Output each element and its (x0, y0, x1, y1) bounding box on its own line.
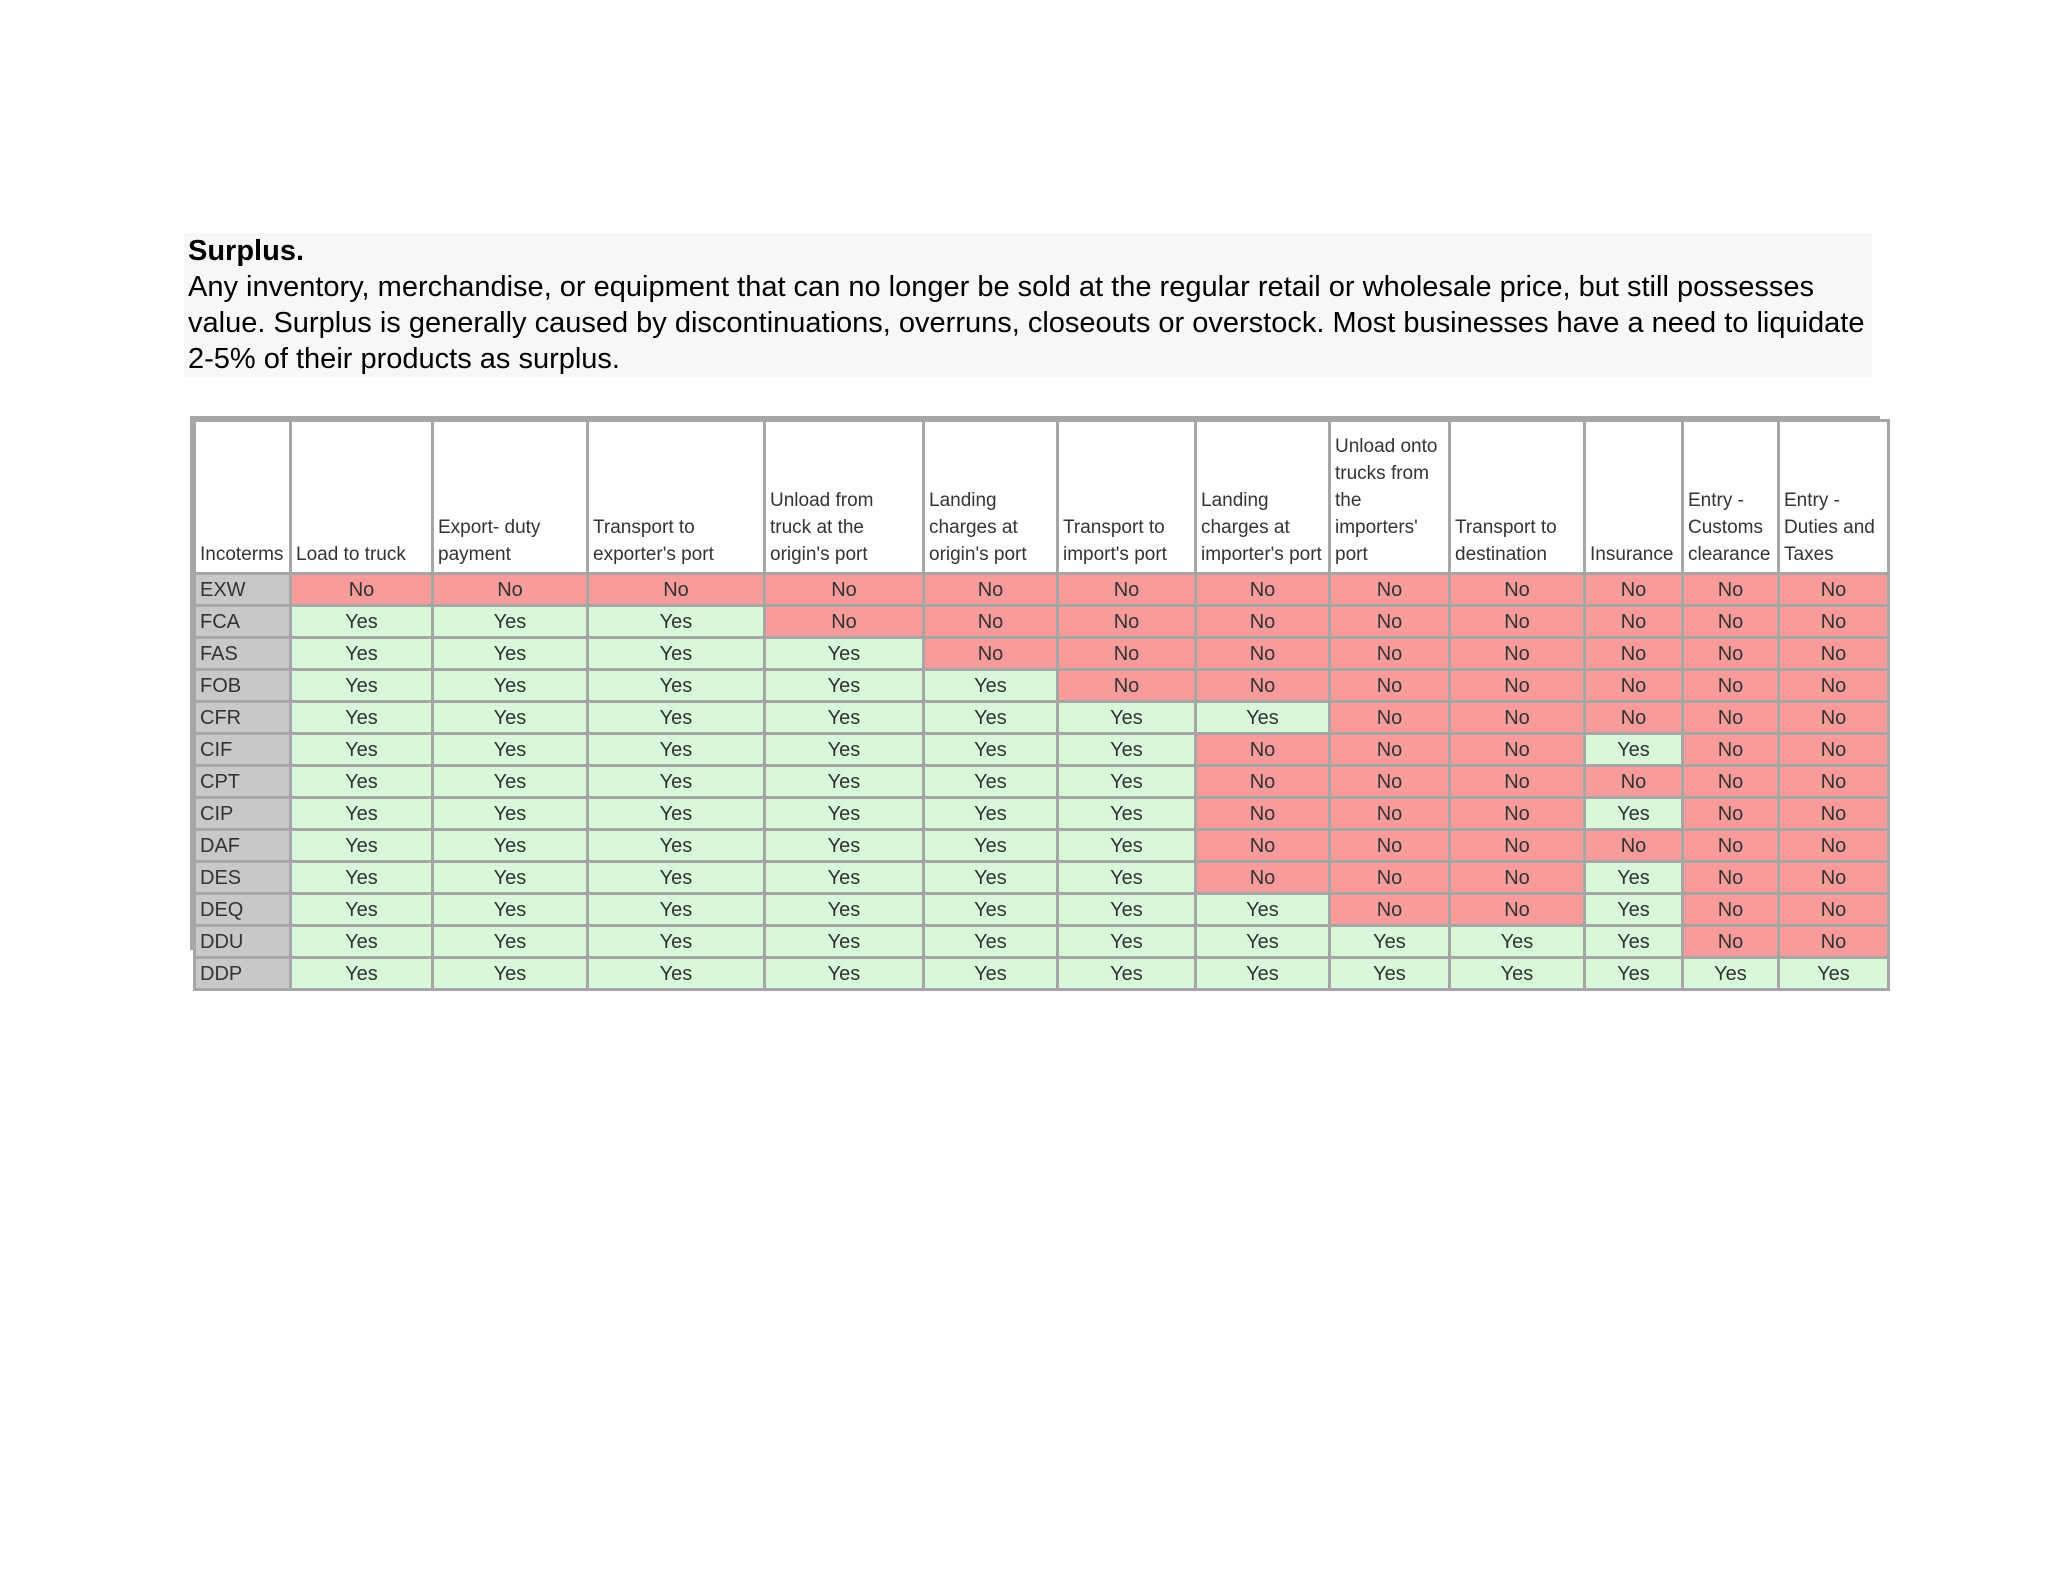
responsibility-cell: No (588, 574, 765, 606)
responsibility-cell: Yes (433, 958, 588, 990)
column-header: Export- duty payment (433, 421, 588, 574)
responsibility-cell: No (1779, 702, 1889, 734)
column-header: Transport to import's port (1058, 421, 1196, 574)
responsibility-cell: Yes (1330, 926, 1450, 958)
responsibility-cell: No (1585, 830, 1683, 862)
responsibility-cell: Yes (924, 894, 1058, 926)
responsibility-cell: Yes (291, 862, 433, 894)
responsibility-cell: Yes (1450, 926, 1585, 958)
responsibility-cell: Yes (433, 862, 588, 894)
responsibility-cell: No (1585, 638, 1683, 670)
table-row (195, 670, 1889, 702)
responsibility-cell: Yes (291, 798, 433, 830)
responsibility-cell: No (1683, 830, 1779, 862)
responsibility-cell: No (924, 606, 1058, 638)
responsibility-cell: Yes (1196, 702, 1330, 734)
incoterms-table (193, 419, 1890, 991)
table-row (195, 798, 1889, 830)
responsibility-cell: Yes (1585, 862, 1683, 894)
table-row (195, 606, 1889, 638)
responsibility-cell: Yes (765, 670, 924, 702)
column-header: Entry - Customs clearance (1683, 421, 1779, 574)
incoterm-code-cell: DDU (195, 926, 291, 958)
responsibility-cell: Yes (765, 734, 924, 766)
column-header: Landing charges at origin's port (924, 421, 1058, 574)
table-row (195, 702, 1889, 734)
responsibility-cell: No (1450, 670, 1585, 702)
responsibility-cell: No (1585, 702, 1683, 734)
responsibility-cell: No (1450, 574, 1585, 606)
responsibility-cell: No (1779, 734, 1889, 766)
column-header: Entry - Duties and Taxes (1779, 421, 1889, 574)
responsibility-cell: Yes (924, 798, 1058, 830)
incoterm-code-cell: CIP (195, 798, 291, 830)
responsibility-cell: Yes (765, 958, 924, 990)
responsibility-cell: No (1450, 766, 1585, 798)
responsibility-cell: No (1450, 894, 1585, 926)
responsibility-cell: Yes (433, 638, 588, 670)
table-header-row (195, 421, 1889, 574)
responsibility-cell: No (1058, 670, 1196, 702)
responsibility-cell: No (1779, 638, 1889, 670)
responsibility-cell: No (1196, 862, 1330, 894)
responsibility-cell: Yes (588, 702, 765, 734)
responsibility-cell: No (1330, 574, 1450, 606)
responsibility-cell: Yes (1585, 958, 1683, 990)
responsibility-cell: No (1585, 606, 1683, 638)
responsibility-cell: No (1683, 638, 1779, 670)
responsibility-cell: No (1779, 862, 1889, 894)
responsibility-cell: No (765, 606, 924, 638)
responsibility-cell: No (1058, 638, 1196, 670)
table-row (195, 734, 1889, 766)
incoterm-code-cell: EXW (195, 574, 291, 606)
responsibility-cell: No (765, 574, 924, 606)
responsibility-cell: Yes (924, 734, 1058, 766)
responsibility-cell: No (1683, 574, 1779, 606)
responsibility-cell: Yes (924, 670, 1058, 702)
responsibility-cell: Yes (1585, 798, 1683, 830)
column-header: Landing charges at importer's port (1196, 421, 1330, 574)
responsibility-cell: No (1585, 574, 1683, 606)
responsibility-cell: No (1058, 606, 1196, 638)
incoterm-code-cell: CPT (195, 766, 291, 798)
incoterm-code-cell: CIF (195, 734, 291, 766)
responsibility-cell: No (1058, 574, 1196, 606)
responsibility-cell: Yes (1683, 958, 1779, 990)
definition-term: Surplus. (188, 235, 305, 267)
responsibility-cell: Yes (1058, 894, 1196, 926)
responsibility-cell: Yes (1196, 894, 1330, 926)
responsibility-cell: Yes (588, 638, 765, 670)
column-header: Incoterms (195, 421, 291, 574)
responsibility-cell: Yes (1058, 702, 1196, 734)
responsibility-cell: No (1196, 670, 1330, 702)
incoterm-code-cell: DEQ (195, 894, 291, 926)
definition-body: Any inventory, merchandise, or equipment that can no longer be sold at the regular retail or wholesale price, but still possesses value. Surplus is generally caused by discontinuations, overruns, closeouts or overstock. Most businesses have a need to liquidate 2-5% of their products as surplus. (188, 271, 1865, 375)
incoterms-table-frame (190, 416, 1880, 985)
responsibility-cell: No (1450, 734, 1585, 766)
responsibility-cell: Yes (1196, 926, 1330, 958)
responsibility-cell: No (1330, 798, 1450, 830)
responsibility-cell: Yes (588, 766, 765, 798)
responsibility-cell: Yes (588, 670, 765, 702)
responsibility-cell: No (1330, 862, 1450, 894)
responsibility-cell: No (1196, 766, 1330, 798)
responsibility-cell: Yes (433, 734, 588, 766)
table-row (195, 926, 1889, 958)
surplus-definition (184, 233, 1872, 377)
responsibility-cell: Yes (588, 894, 765, 926)
responsibility-cell: No (1683, 702, 1779, 734)
responsibility-cell: Yes (588, 606, 765, 638)
table-body (195, 574, 1889, 990)
responsibility-cell: Yes (1779, 958, 1889, 990)
responsibility-cell: Yes (765, 702, 924, 734)
responsibility-cell: Yes (1058, 958, 1196, 990)
responsibility-cell: Yes (1058, 766, 1196, 798)
table-row (195, 894, 1889, 926)
responsibility-cell: Yes (924, 766, 1058, 798)
responsibility-cell: No (1330, 894, 1450, 926)
responsibility-cell: Yes (433, 702, 588, 734)
table-row (195, 766, 1889, 798)
responsibility-cell: Yes (291, 670, 433, 702)
responsibility-cell: No (291, 574, 433, 606)
responsibility-cell: Yes (1058, 830, 1196, 862)
responsibility-cell: Yes (291, 830, 433, 862)
responsibility-cell: Yes (765, 926, 924, 958)
responsibility-cell: No (1330, 766, 1450, 798)
responsibility-cell: No (1779, 894, 1889, 926)
responsibility-cell: No (1779, 670, 1889, 702)
responsibility-cell: No (1196, 606, 1330, 638)
responsibility-cell: No (1450, 862, 1585, 894)
responsibility-cell: Yes (1585, 926, 1683, 958)
responsibility-cell: No (1779, 574, 1889, 606)
responsibility-cell: Yes (924, 926, 1058, 958)
column-header: Transport to exporter's port (588, 421, 765, 574)
incoterm-code-cell: FOB (195, 670, 291, 702)
responsibility-cell: Yes (765, 766, 924, 798)
responsibility-cell: Yes (588, 926, 765, 958)
responsibility-cell: Yes (1450, 958, 1585, 990)
responsibility-cell: Yes (1058, 926, 1196, 958)
responsibility-cell: No (1450, 830, 1585, 862)
responsibility-cell: Yes (291, 894, 433, 926)
responsibility-cell: Yes (291, 702, 433, 734)
incoterm-code-cell: DES (195, 862, 291, 894)
responsibility-cell: No (1450, 702, 1585, 734)
responsibility-cell: No (1779, 798, 1889, 830)
responsibility-cell: Yes (1330, 958, 1450, 990)
responsibility-cell: No (1330, 830, 1450, 862)
responsibility-cell: No (1683, 926, 1779, 958)
responsibility-cell: No (1196, 798, 1330, 830)
responsibility-cell: No (1683, 766, 1779, 798)
table-row (195, 638, 1889, 670)
responsibility-cell: No (1196, 638, 1330, 670)
table-row (195, 830, 1889, 862)
responsibility-cell: Yes (291, 958, 433, 990)
column-header: Insurance (1585, 421, 1683, 574)
incoterm-code-cell: FAS (195, 638, 291, 670)
responsibility-cell: Yes (588, 862, 765, 894)
responsibility-cell: Yes (765, 894, 924, 926)
responsibility-cell: Yes (924, 830, 1058, 862)
responsibility-cell: No (924, 574, 1058, 606)
column-header: Unload onto trucks from the importers' port (1330, 421, 1450, 574)
responsibility-cell: No (1196, 734, 1330, 766)
responsibility-cell: No (433, 574, 588, 606)
responsibility-cell: No (1450, 638, 1585, 670)
responsibility-cell: No (1683, 606, 1779, 638)
incoterm-code-cell: CFR (195, 702, 291, 734)
responsibility-cell: Yes (433, 894, 588, 926)
responsibility-cell: Yes (1585, 894, 1683, 926)
responsibility-cell: Yes (291, 926, 433, 958)
responsibility-cell: Yes (588, 830, 765, 862)
responsibility-cell: Yes (291, 734, 433, 766)
responsibility-cell: No (1683, 734, 1779, 766)
responsibility-cell: Yes (433, 670, 588, 702)
table-row (195, 958, 1889, 990)
responsibility-cell: Yes (1196, 958, 1330, 990)
responsibility-cell: No (1779, 926, 1889, 958)
responsibility-cell: Yes (588, 958, 765, 990)
responsibility-cell: No (1585, 766, 1683, 798)
responsibility-cell: No (1683, 670, 1779, 702)
responsibility-cell: Yes (433, 766, 588, 798)
responsibility-cell: Yes (433, 798, 588, 830)
responsibility-cell: No (1196, 574, 1330, 606)
responsibility-cell: No (1683, 798, 1779, 830)
responsibility-cell: No (1779, 606, 1889, 638)
responsibility-cell: No (1683, 862, 1779, 894)
responsibility-cell: No (1450, 606, 1585, 638)
responsibility-cell: Yes (765, 862, 924, 894)
responsibility-cell: No (1330, 734, 1450, 766)
responsibility-cell: Yes (433, 830, 588, 862)
responsibility-cell: Yes (433, 926, 588, 958)
column-header: Load to truck (291, 421, 433, 574)
responsibility-cell: Yes (588, 734, 765, 766)
responsibility-cell: Yes (1058, 798, 1196, 830)
column-header: Unload from truck at the origin's port (765, 421, 924, 574)
responsibility-cell: No (1585, 670, 1683, 702)
responsibility-cell: Yes (1585, 734, 1683, 766)
responsibility-cell: Yes (924, 862, 1058, 894)
incoterm-code-cell: DDP (195, 958, 291, 990)
responsibility-cell: Yes (1058, 862, 1196, 894)
responsibility-cell: No (1196, 830, 1330, 862)
responsibility-cell: Yes (291, 766, 433, 798)
responsibility-cell: No (1683, 894, 1779, 926)
responsibility-cell: Yes (588, 798, 765, 830)
responsibility-cell: Yes (765, 830, 924, 862)
responsibility-cell: No (1330, 670, 1450, 702)
responsibility-cell: No (1450, 798, 1585, 830)
responsibility-cell: Yes (433, 606, 588, 638)
responsibility-cell: Yes (924, 702, 1058, 734)
responsibility-cell: No (1330, 606, 1450, 638)
incoterm-code-cell: FCA (195, 606, 291, 638)
table-row (195, 574, 1889, 606)
responsibility-cell: No (1779, 830, 1889, 862)
responsibility-cell: Yes (291, 638, 433, 670)
responsibility-cell: No (1779, 766, 1889, 798)
responsibility-cell: No (1330, 638, 1450, 670)
table-row (195, 862, 1889, 894)
responsibility-cell: Yes (1058, 734, 1196, 766)
responsibility-cell: Yes (924, 958, 1058, 990)
column-header: Transport to destination (1450, 421, 1585, 574)
responsibility-cell: No (924, 638, 1058, 670)
responsibility-cell: Yes (765, 638, 924, 670)
incoterm-code-cell: DAF (195, 830, 291, 862)
responsibility-cell: Yes (765, 798, 924, 830)
responsibility-cell: Yes (291, 606, 433, 638)
responsibility-cell: No (1330, 702, 1450, 734)
